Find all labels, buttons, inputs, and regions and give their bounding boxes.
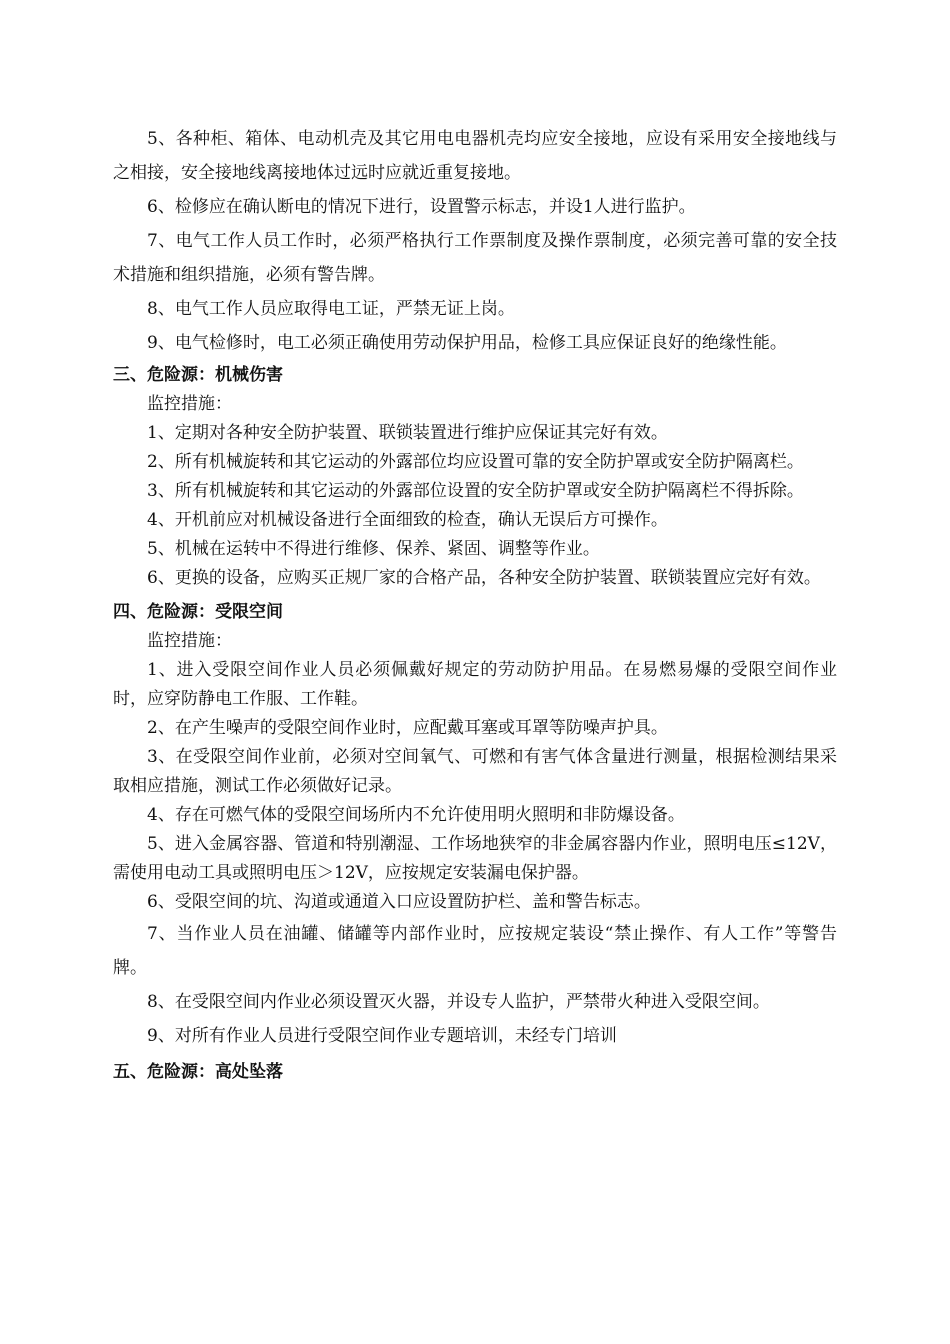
paragraph-item: 5、机械在运转中不得进行维修、保养、紧固、调整等作业。 [147,539,600,559]
paragraph-item: 8、电气工作人员应取得电工证，严禁无证上岗。 [147,299,515,319]
paragraph-item: 4、开机前应对机械设备进行全面细致的检查，确认无误后方可操作。 [147,510,668,530]
paragraph-item: 7、当作业人员在油罐、储罐等内部作业时，应按规定装设“禁止操作、有人工作”等警告牌。 [113,924,837,978]
section-heading: 五、危险源：高处坠落 [113,1062,283,1082]
paragraph-item: 6、检修应在确认断电的情况下进行，设置警示标志，并设1人进行监护。 [147,197,696,217]
paragraph-item: 2、在产生噪声的受限空间作业时，应配戴耳塞或耳罩等防噪声护具。 [147,718,668,738]
paragraph-item: 7、电气工作人员工作时，必须严格执行工作票制度及操作票制度，必须完善可靠的安全技术措施和组织措施，必须有警告牌。 [113,231,837,285]
section-heading: 四、危险源：受限空间 [113,602,283,622]
paragraph-item: 6、受限空间的坑、沟道或通道入口应设置防护栏、盖和警告标志。 [147,892,651,912]
document-body [113,122,837,1087]
paragraph-item: 3、所有机械旋转和其它运动的外露部位设置的安全防护罩或安全防护隔离栏不得拆除。 [147,481,804,501]
paragraph-item: 5、各种柜、箱体、电动机壳及其它用电电器机壳均应安全接地，应设有采用安全接地线与之相接，安全接地线离接地体过远时应就近重复接地。 [113,129,837,183]
paragraph-item: 3、在受限空间作业前，必须对空间氧气、可燃和有害气体含量进行测量，根据检测结果采取相应措施，测试工作必须做好记录。 [113,747,837,796]
paragraph-item: 5、进入金属容器、管道和特别潮湿、工作场地狭窄的非金属容器内作业，照明电压≤12V，需使用电动工具或照明电压＞12V，应按规定安装漏电保护器。 [113,834,837,883]
paragraph-item: 1、进入受限空间作业人员必须佩戴好规定的劳动防护用品。在易燃易爆的受限空间作业时，应穿防静电工作服、工作鞋。 [113,660,837,709]
paragraph-item: 8、在受限空间内作业必须设置灭火器，并设专人监护，严禁带火种进入受限空间。 [147,992,770,1012]
measures-label: 监控措施： [147,631,232,651]
paragraph-item: 9、电气检修时，电工必须正确使用劳动保护用品，检修工具应保证良好的绝缘性能。 [147,333,787,353]
paragraph-item: 6、更换的设备，应购买正规厂家的合格产品，各种安全防护装置、联锁装置应完好有效。 [147,568,821,588]
measures-label: 监控措施： [147,394,232,414]
section-heading: 三、危险源：机械伤害 [113,365,283,385]
paragraph-item: 4、存在可燃气体的受限空间场所内不允许使用明火照明和非防爆设备。 [147,805,685,825]
paragraph-item: 1、定期对各种安全防护装置、联锁装置进行维护应保证其完好有效。 [147,423,668,443]
paragraph-item: 2、所有机械旋转和其它运动的外露部位均应设置可靠的安全防护罩或安全防护隔离栏。 [147,452,804,472]
paragraph-item: 9、对所有作业人员进行受限空间作业专题培训，未经专门培训 [147,1026,617,1046]
